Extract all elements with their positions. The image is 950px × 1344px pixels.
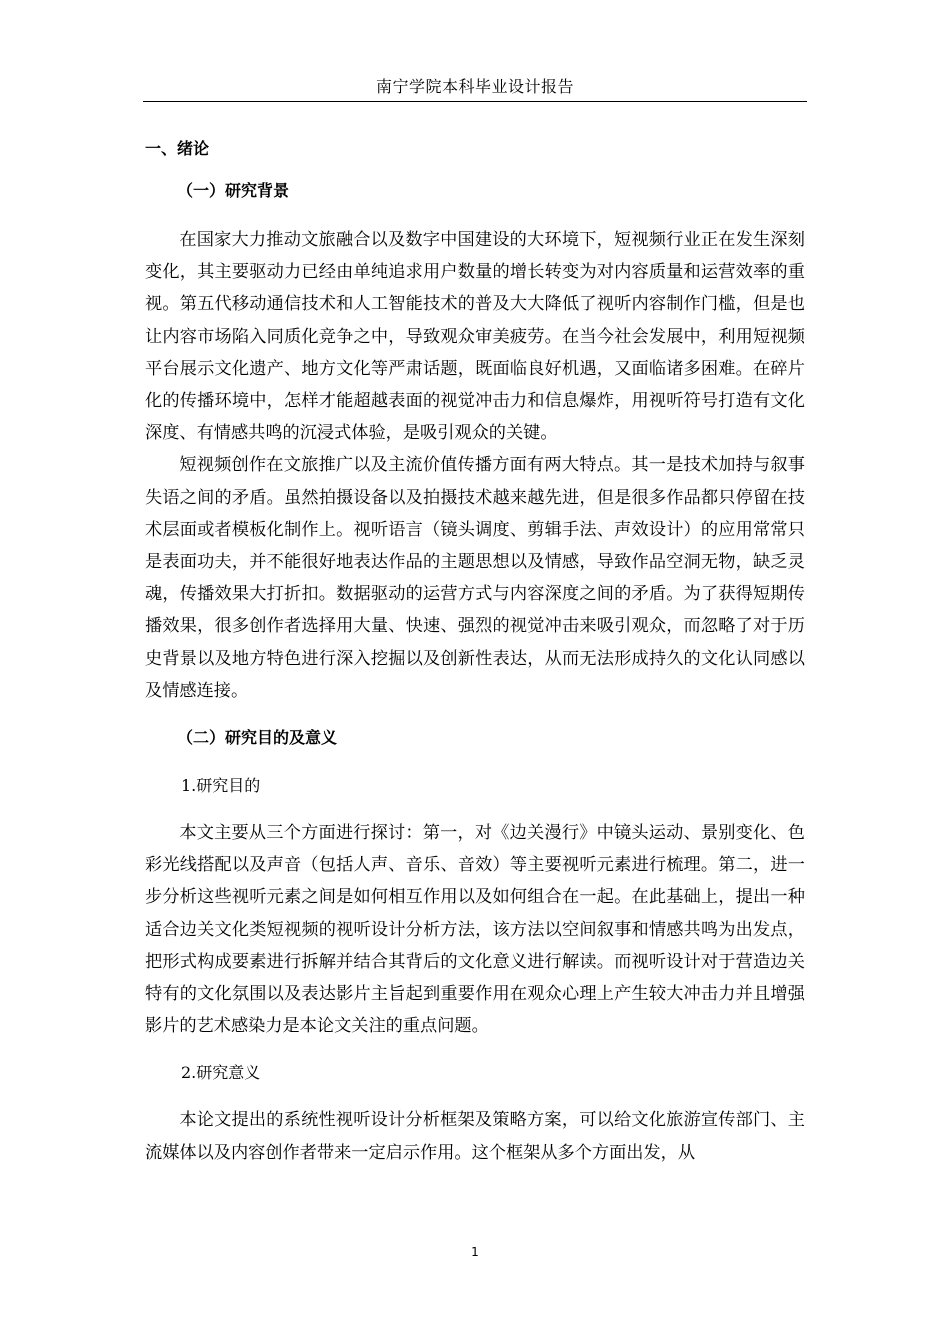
paragraph-background-2: 短视频创作在文旅推广以及主流价值传播方面有两大特点。其一是技术加持与叙事失语之间的矛盾。虽然拍摄设备以及拍摄技术越来越先进，但是很多作品都只停留在技术层面或者模板化制作上。视听语言（镜头调度、剪辑手法、声效设计）的应用常常只是表面功夫，并不能很好地表达作品的主题思想以及情感，导致作品空洞无物，缺乏灵魂，传播效果大打折扣。数据驱动的运营方式与内容深度之间的矛盾。为了获得短期传播效果，很多创作者选择用大量、快速、强烈的视觉冲击来吸引观众，而忽略了对于历史背景以及地方特色进行深入挖掘以及创新性表达，从而无法形成持久的文化认同感以及情感连接。 xyxy=(145,455,805,701)
page-number: 1 xyxy=(471,1245,479,1259)
paragraph-background-1: 在国家大力推动文旅融合以及数字中国建设的大环境下，短视频行业正在发生深刻变化，其主要驱动力已经由单纯追求用户数量的增长转变为对内容质量和运营效率的重视。第五代移动通信技术和人工智能技术的普及大大降低了视听内容制作门槛，但是也让内容市场陷入同质化竞争之中，导致观众审美疲劳。在当今社会发展中，利用短视频平台展示文化遗产、地方文化等严肃话题，既面临良好机遇，又面临诸多困难。在碎片化的传播环境中，怎样才能超越表面的视觉冲击力和信息爆炸，用视听符号打造有文化深度、有情感共鸣的沉浸式体验，是吸引观众的关键。 xyxy=(145,230,805,444)
subsection-heading-significance: 2.研究意义 xyxy=(181,1063,261,1083)
chapter-heading: 一、绪论 xyxy=(145,139,210,158)
paragraph-significance: 本论文提出的系统性视听设计分析框架及策略方案，可以给文化旅游宣传部门、主流媒体以及内容创作者带来一定启示作用。这个框架从多个方面出发，从 xyxy=(145,1110,805,1163)
header-rule xyxy=(143,101,807,102)
paragraph-purpose: 本文主要从三个方面进行探讨：第一，对《边关漫行》中镜头运动、景别变化、色彩光线搭配以及声音（包括人声、音乐、音效）等主要视听元素进行梳理。第二，进一步分析这些视听元素之间是如何相互作用以及如何组合在一起。在此基础上，提出一种适合边关文化类短视频的视听设计分析方法，该方法以空间叙事和情感共鸣为出发点，把形式构成要素进行拆解并结合其背后的文化意义进行解读。而视听设计对于营造边关特有的文化氛围以及表达影片主旨起到重要作用在观众心理上产生较大冲击力并且增强影片的艺术感染力是本论文关注的重点问题。 xyxy=(145,823,805,1037)
page-header: 南宁学院本科毕业设计报告 xyxy=(375,77,574,96)
document-body xyxy=(145,132,805,1169)
section-heading-purpose: （二）研究目的及意义 xyxy=(177,728,338,748)
section-heading-background: （一）研究背景 xyxy=(177,181,290,200)
subsection-heading-purpose: 1.研究目的 xyxy=(181,776,261,796)
